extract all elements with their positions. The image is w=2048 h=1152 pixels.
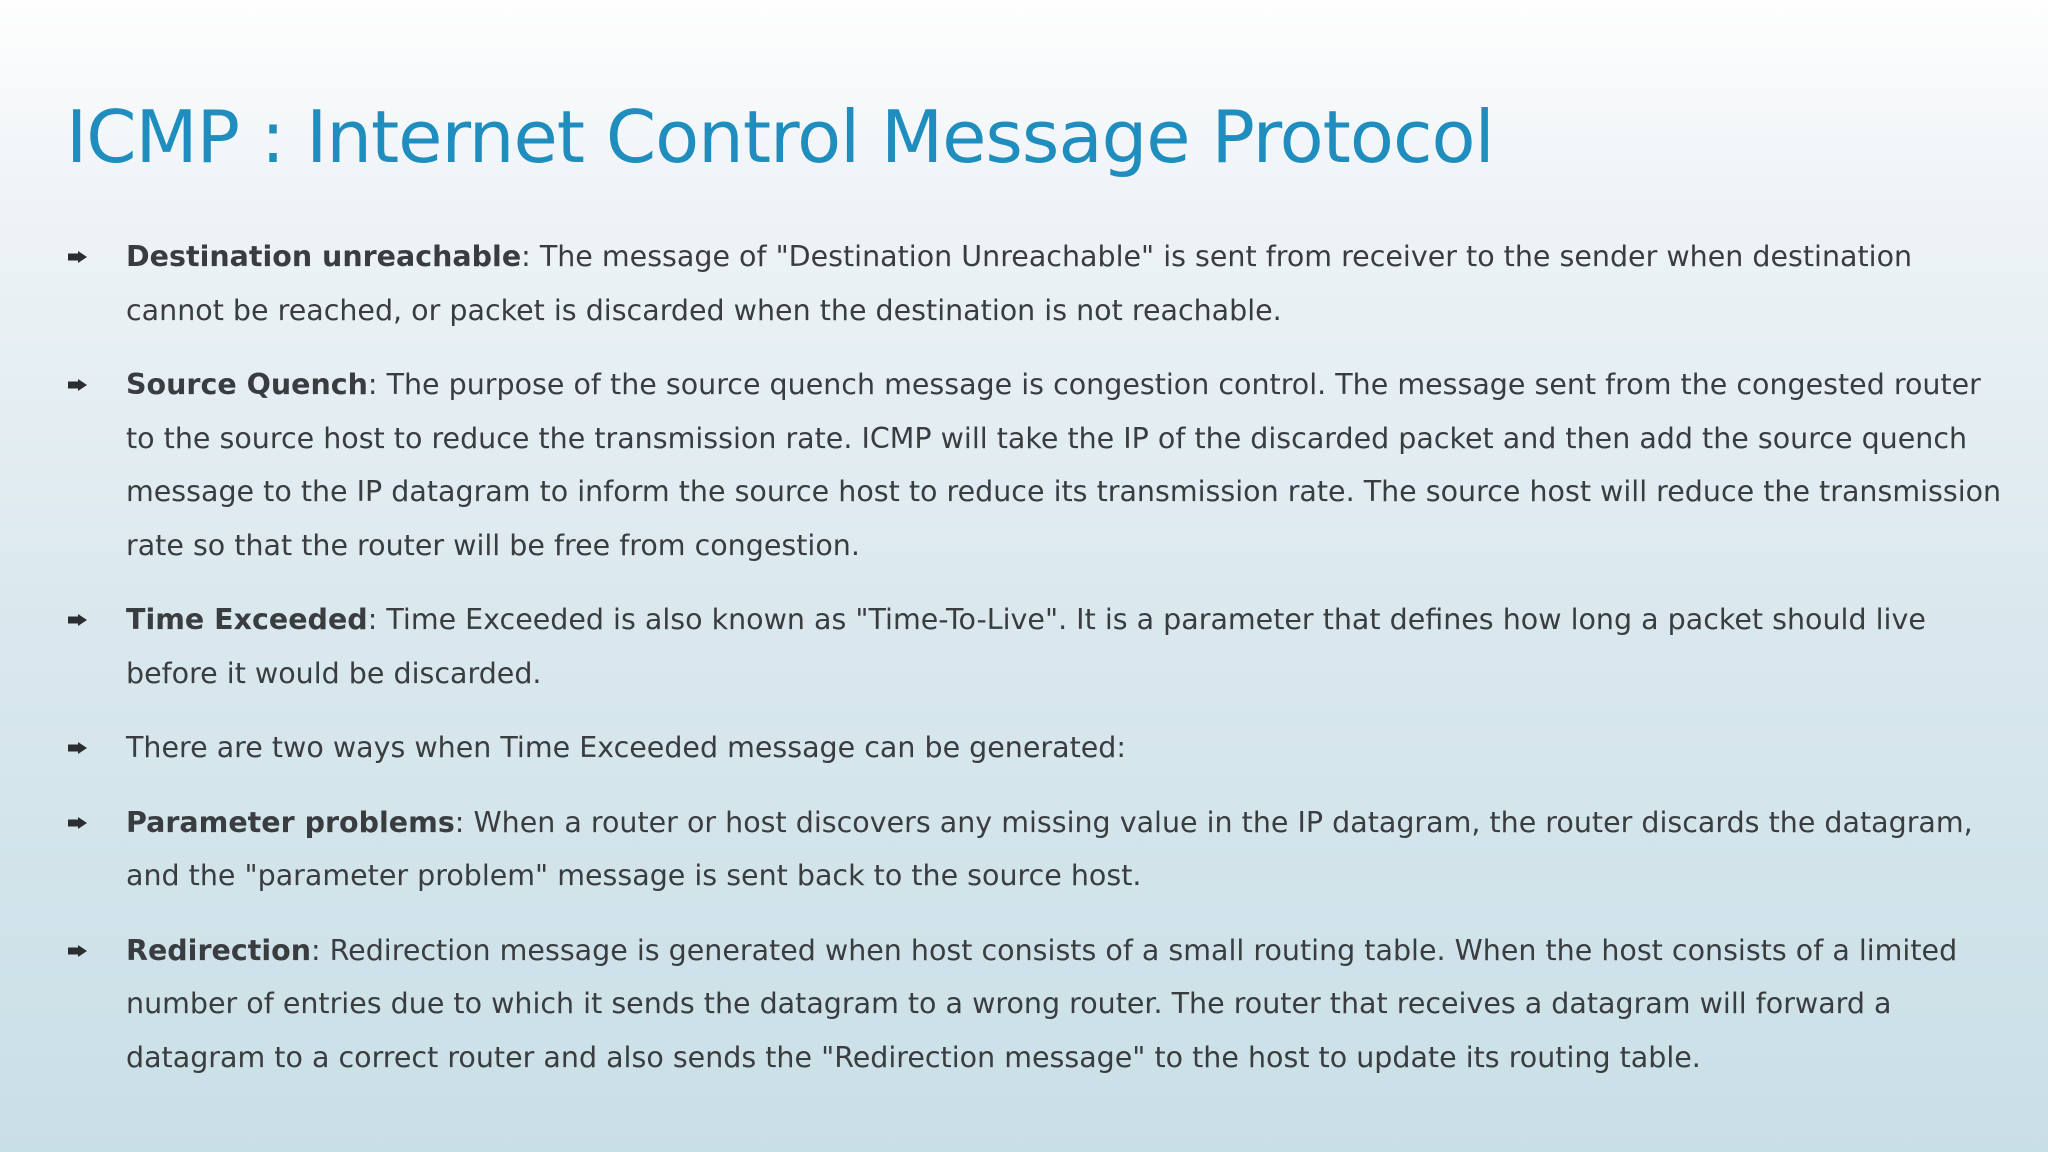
bullet-text: : Time Exceeded is also known as "Time-To-Live". It is a parameter that defines how long a packet should live before it would be discarded.: [126, 603, 1926, 690]
bullet-term: Source Quench: [126, 368, 368, 401]
bullet-item-source-quench: [66, 358, 2006, 572]
bullet-text: There are two ways when Time Exceeded message can be generated:: [126, 731, 1126, 764]
arrow-right-icon: [68, 251, 87, 263]
bullet-text: : When a router or host discovers any missing value in the IP datagram, the router discards the datagram, and the "parameter problem" message is sent back to the source host.: [126, 805, 1973, 892]
arrow-right-icon: [68, 379, 87, 391]
bullet-term: Time Exceeded: [126, 603, 368, 636]
bullet-list: [66, 230, 2006, 1105]
bullet-text: : The purpose of the source quench message is congestion control. The message sent from the congested router to the source host to reduce the transmission rate. ICMP will take the IP of the discarded packet and then add the source quench message to the IP datagram to inform the source host to reduce its transmission rate. The source host will reduce the transmission rate so that the router will be free from congestion.: [126, 368, 2002, 562]
arrow-right-icon: [68, 817, 87, 829]
bullet-term: Parameter problems: [126, 805, 455, 839]
arrow-right-icon: [68, 945, 87, 957]
bullet-term: Redirection: [126, 933, 311, 967]
bullet-text: : Redirection message is generated when host consists of a small routing table. When the host consists of a limited number of entries due to which it sends the datagram to a wrong router. The router that receives a datagram will forward a datagram to a correct router and also sends the "Redirection message" to the host to update its routing table.: [126, 933, 1958, 1074]
bullet-text: : The message of "Destination Unreachable" is sent from receiver to the sender when destination cannot be reached, or packet is discarded when the destination is not reachable.: [126, 240, 1913, 327]
bullet-item-redirection: [66, 924, 2006, 1085]
bullet-term: Destination unreachable: [126, 240, 522, 273]
slide-title: ICMP : Internet Control Message Protocol: [66, 95, 1494, 179]
bullet-item-parameter-problems: [66, 796, 2006, 903]
bullet-item-time-exceeded: [66, 593, 2006, 700]
arrow-right-icon: [68, 742, 87, 754]
bullet-item-two-ways: [66, 721, 2006, 775]
bullet-item-destination-unreachable: [66, 230, 2006, 337]
arrow-right-icon: [68, 614, 87, 626]
